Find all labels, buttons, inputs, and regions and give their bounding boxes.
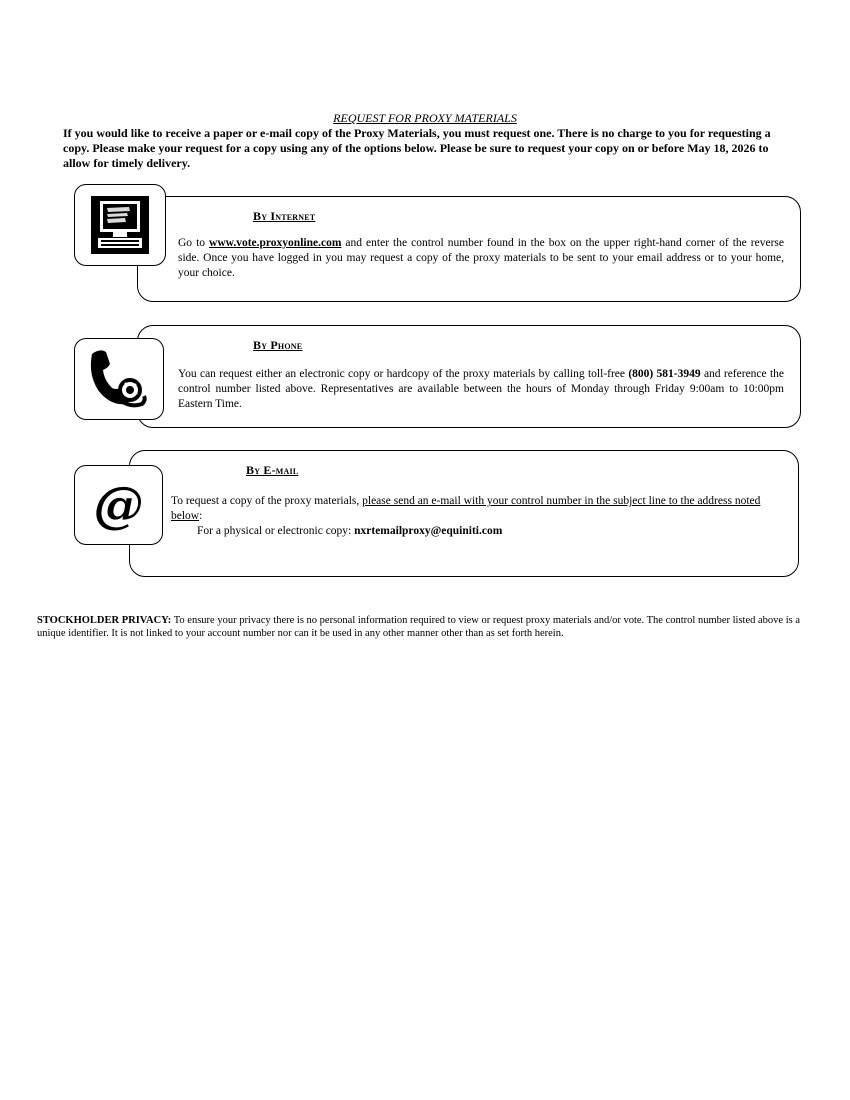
email-address-link[interactable]: nxrtemailproxy@equiniti.com xyxy=(354,525,503,537)
email-text: To request a copy of the proxy materials, please send an e-mail with your control number in the subject line to the address noted below: For a physical or electronic copy: nxrtemailproxy@equiniti.com xyxy=(171,495,761,537)
phone-heading: By Phone xyxy=(253,338,303,352)
stockholder-privacy-note xyxy=(37,614,809,640)
phone-icon-box xyxy=(74,338,164,420)
email-heading: By E-mail xyxy=(246,463,299,477)
internet-heading: By Internet xyxy=(253,209,316,223)
telephone-icon xyxy=(86,346,152,412)
at-sign-icon: @ xyxy=(93,475,144,534)
internet-icon-box xyxy=(74,184,166,266)
phone-text: You can request either an electronic copy or hardcopy of the proxy materials by calling toll-free (800) 581-3949 and reference the control number listed above. Representatives are available between the hours of Monday through Friday 9:00am to 10:00pm Eastern Time. xyxy=(178,368,784,410)
page-title: REQUEST FOR PROXY MATERIALS xyxy=(333,111,517,125)
computer-icon xyxy=(89,194,151,256)
privacy-label: STOCKHOLDER PRIVACY: xyxy=(37,615,172,626)
privacy-text: To ensure your privacy there is no personal information required to view or request proxy materials and/or vote. The control number listed above is a unique identifier. It is not linked to your account number nor can it be used in any other manner other than as set forth herein. xyxy=(37,615,800,639)
email-icon-box xyxy=(74,465,163,545)
phone-number[interactable]: (800) 581-3949 xyxy=(628,368,701,380)
internet-text: Go to www.vote.proxyonline.com and enter the control number found in the box on the upper right-hand corner of the reverse side. Once you have logged in you may request a copy of the proxy materials to be sent to your email address or to your home, your choice. xyxy=(178,237,784,279)
intro-paragraph: If you would like to receive a paper or e-mail copy of the Proxy Materials, you must request one. There is no charge to you for requesting a copy. Please make your request for a copy using any of the options below. Please be sure to request your copy on or before May 18, 2026 to allow for timely delivery. xyxy=(63,126,771,170)
vote-website-link[interactable]: www.vote.proxyonline.com xyxy=(209,237,342,249)
